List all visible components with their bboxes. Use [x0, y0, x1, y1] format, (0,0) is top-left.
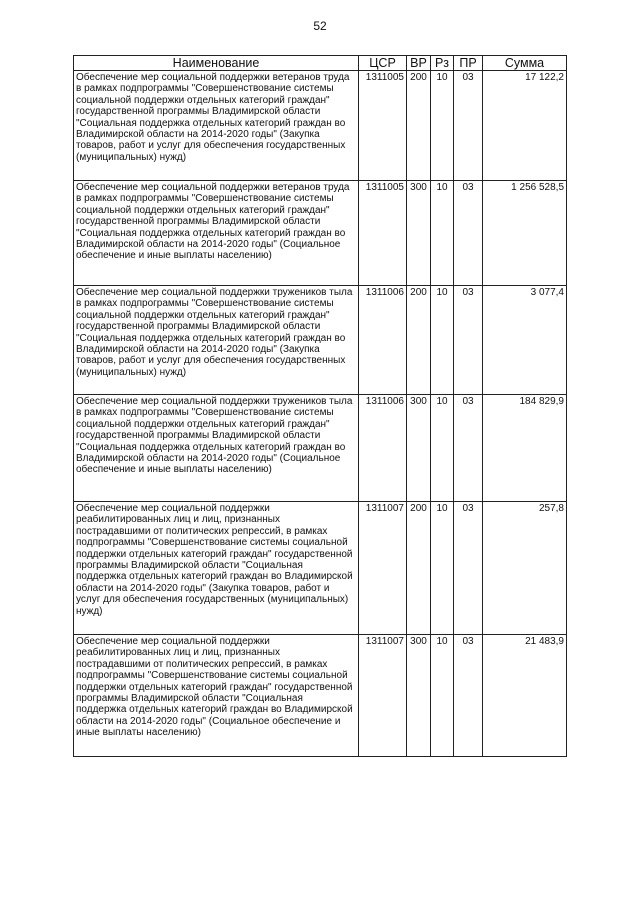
row-vr: 200	[407, 286, 431, 395]
header-rz: Рз	[431, 56, 454, 71]
row-csr: 1311006	[359, 395, 407, 502]
row-vr: 300	[407, 395, 431, 502]
row-pr: 03	[454, 502, 483, 635]
row-csr: 1311007	[359, 502, 407, 635]
table-row	[74, 181, 567, 286]
row-rz: 10	[431, 502, 454, 635]
row-vr: 200	[407, 502, 431, 635]
row-vr: 300	[407, 181, 431, 286]
row-vr: 200	[407, 71, 431, 181]
row-name: Обеспечение мер социальной поддержки ветеранов труда в рамках подпрограммы "Совершенствование системы социальной поддержки отдельных категорий граждан" государственной программы Владимирской области "Социальная поддержка отдельных категорий граждан во Владимирской области на 2014-2020 годы" (Социальное обеспечение и иные выплаты населению)	[74, 181, 359, 286]
header-vr: ВР	[407, 56, 431, 71]
header-name: Наименование	[74, 56, 359, 71]
row-pr: 03	[454, 71, 483, 181]
table-header-row	[74, 56, 567, 71]
row-csr: 1311005	[359, 71, 407, 181]
row-sum: 184 829,9	[483, 395, 567, 502]
row-name: Обеспечение мер социальной поддержки тружеников тыла в рамках подпрограммы "Совершенствование системы социальной поддержки отдельных категорий граждан" государственной программы Владимирской области "Социальная поддержка отдельных категорий граждан во Владимирской области на 2014-2020 годы" (Социальное обеспечение и иные выплаты населению)	[74, 395, 359, 502]
row-sum: 257,8	[483, 502, 567, 635]
row-pr: 03	[454, 395, 483, 502]
row-rz: 10	[431, 181, 454, 286]
row-sum: 17 122,2	[483, 71, 567, 181]
row-name: Обеспечение мер социальной поддержки ветеранов труда в рамках подпрограммы "Совершенствование системы социальной поддержки отдельных категорий граждан" государственной программы Владимирской области "Социальная поддержка отдельных категорий граждан во Владимирской области на 2014-2020 годы" (Закупка товаров, работ и услуг для обеспечения государственных (муниципальных) нужд)	[74, 71, 359, 181]
row-csr: 1311005	[359, 181, 407, 286]
row-pr: 03	[454, 286, 483, 395]
header-pr: ПР	[454, 56, 483, 71]
header-sum: Сумма	[483, 56, 567, 71]
header-csr: ЦСР	[359, 56, 407, 71]
row-name: Обеспечение мер социальной поддержки тружеников тыла в рамках подпрограммы "Совершенствование системы социальной поддержки отдельных категорий граждан" государственной программы Владимирской области "Социальная поддержка отдельных категорий граждан во Владимирской области на 2014-2020 годы" (Закупка товаров, работ и услуг для обеспечения государственных (муниципальных) нужд)	[74, 286, 359, 395]
row-sum: 3 077,4	[483, 286, 567, 395]
page-number: 52	[313, 19, 327, 33]
table-row	[74, 395, 567, 502]
budget-table	[73, 55, 567, 757]
row-sum: 21 483,9	[483, 635, 567, 757]
row-csr: 1311006	[359, 286, 407, 395]
row-name: Обеспечение мер социальной поддержки реабилитированных лиц и лиц, признанных пострадавшими от политических репрессий, в рамках подпрограммы "Совершенствование системы социальной поддержки отдельных категорий граждан" государственной программы Владимирской области "Социальная поддержка отдельных категорий граждан во Владимирской области на 2014-2020 годы" (Социальное обеспечение и иные выплаты населению)	[74, 635, 359, 757]
row-vr: 300	[407, 635, 431, 757]
row-rz: 10	[431, 395, 454, 502]
row-rz: 10	[431, 286, 454, 395]
table-row	[74, 71, 567, 181]
row-pr: 03	[454, 181, 483, 286]
row-sum: 1 256 528,5	[483, 181, 567, 286]
table-row	[74, 502, 567, 635]
row-rz: 10	[431, 71, 454, 181]
row-pr: 03	[454, 635, 483, 757]
table-row	[74, 286, 567, 395]
row-rz: 10	[431, 635, 454, 757]
row-csr: 1311007	[359, 635, 407, 757]
table-row	[74, 635, 567, 757]
row-name: Обеспечение мер социальной поддержки реабилитированных лиц и лиц, признанных пострадавшими от политических репрессий, в рамках подпрограммы "Совершенствование системы социальной поддержки отдельных категорий граждан" государственной программы Владимирской области "Социальная поддержка отдельных категорий граждан во Владимирской области на 2014-2020 годы" (Закупка товаров, работ и услуг для обеспечения государственных (муниципальных) нужд)	[74, 502, 359, 635]
